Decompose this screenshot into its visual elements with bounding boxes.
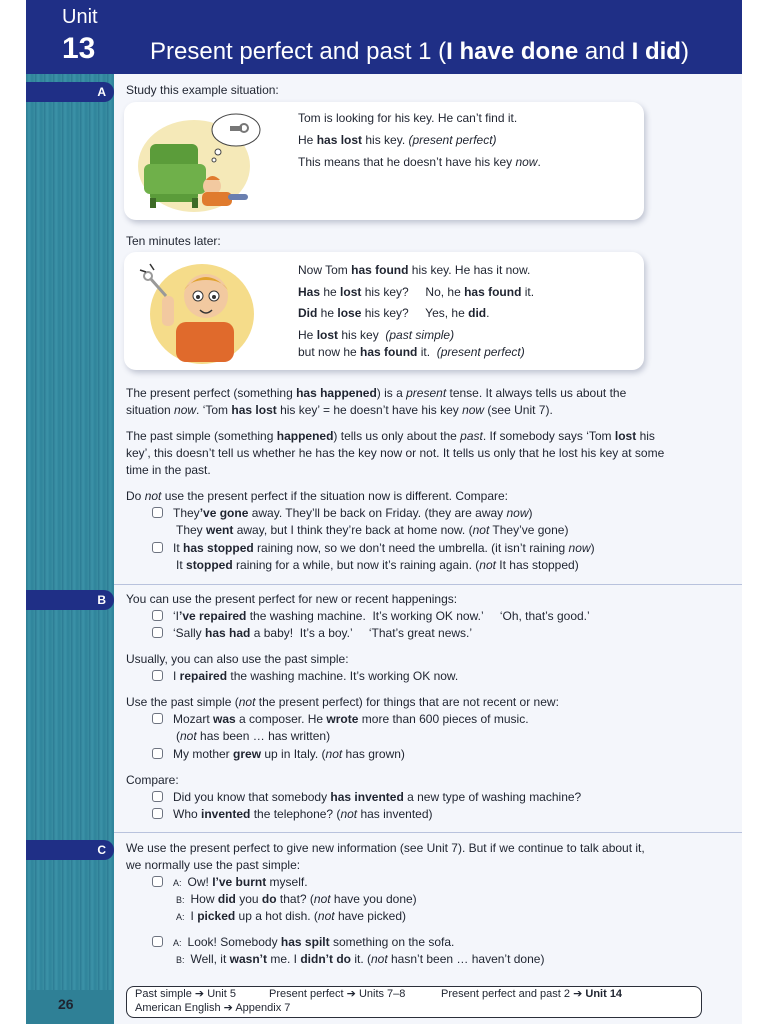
ten-minutes-later: Ten minutes later: (126, 234, 221, 248)
bullet-icon (152, 713, 163, 724)
arrow-right-icon: ➔ (194, 988, 205, 1000)
example-card-1 (124, 102, 644, 220)
section-tab-c: C (26, 840, 114, 860)
armchair-search-illustration (136, 108, 264, 218)
arrow-right-icon: ➔ (223, 1002, 233, 1014)
section-b-example5: My mother grew up in Italy. (not has grown) (152, 746, 405, 763)
section-c-line1: We use the present perfect to give new information (see Unit 7). But if we continue to talk about it, (126, 841, 645, 855)
bullet-icon (152, 876, 163, 887)
unit-label: Unit (62, 6, 98, 28)
bullet-icon (152, 507, 163, 518)
section-b-example2: ‘Sally has had a baby! It’s a boy.’ ‘That’s great news.’ (152, 625, 472, 642)
section-a-para2-line3: time in the past. (126, 463, 211, 477)
dialogue2-line2: B: Well, it wasn’t me. I didn’t do it. (not hasn’t been … haven’t done) (176, 952, 545, 966)
card2-line5: but now he has found it. (present perfect) (298, 345, 525, 359)
section-b-example1: ‘I’ve repaired the washing machine. It’s working OK now.’ ‘Oh, that’s good.’ (152, 608, 590, 625)
section-b-example4: Mozart was a composer. He wrote more than 600 pieces of music. (152, 711, 529, 728)
section-tab-a: A (26, 82, 114, 102)
card2-line4: He lost his key (past simple) (298, 328, 455, 342)
section-b-example3: I repaired the washing machine. It’s working OK now. (152, 668, 458, 685)
section-a-para1-line1: The present perfect (something has happened) is a present tense. It always tells us about the (126, 386, 627, 400)
crossref-american-english[interactable]: American English ➔ Appendix 7 (135, 1002, 291, 1014)
card1-line2: He has lost his key. (present perfect) (298, 133, 497, 147)
dialogue1-line3: A: I picked up a hot dish. (not have picked) (176, 909, 406, 923)
section-a-para1-line2: situation now. ‘Tom has lost his key’ = he doesn’t have his key now (see Unit 7). (126, 403, 553, 417)
page-edge (742, 0, 768, 1024)
card1-line3: This means that he doesn’t have his key now. (298, 155, 541, 169)
card1-line1: Tom is looking for his key. He can’t find it. (298, 111, 518, 125)
arrow-right-icon: ➔ (346, 988, 356, 1000)
bullet-icon (152, 610, 163, 621)
section-b-intro: You can use the present perfect for new or recent happenings: (126, 592, 458, 606)
found-key-illustration (136, 256, 264, 368)
bullet-icon (152, 670, 163, 681)
section-b-para2: Usually, you can also use the past simple: (126, 652, 349, 666)
dialogue1-line2: B: How did you do that? (not have you done) (176, 892, 417, 906)
page-title: Present perfect and past 1 (I have done and I did) (150, 38, 689, 65)
bullet-icon (152, 791, 163, 802)
section-a-example2: It has stopped raining now, so we don’t need the umbrella. (it isn’t raining now) (152, 540, 595, 557)
bullet-icon (152, 627, 163, 638)
card2-line1: Now Tom has found his key. He has it now. (298, 263, 531, 277)
card2-line3: Did he lose his key? Yes, he did. (298, 306, 490, 320)
section-a-para2-line2: key’, this doesn’t tell us whether he has the key now or not. It tells us only that he lost his key at some (126, 446, 665, 460)
crossref-present-perfect-past-2[interactable]: Present perfect and past 2 ➔ Unit 14 (441, 988, 623, 1000)
bullet-icon (152, 808, 163, 819)
section-b-example7: Who invented the telephone? (not has invented) (152, 806, 433, 823)
section-c-line2: we normally use the past simple: (126, 858, 301, 872)
section-b-example4b: (not has been … has written) (176, 729, 331, 743)
page-number: 26 (58, 996, 74, 1012)
sidebar-stripe (26, 0, 114, 1024)
bullet-icon (152, 936, 163, 947)
section-a-para2-line1: The past simple (something happened) tells us only about the past. If somebody says ‘Tom lost his (126, 429, 655, 443)
arrow-right-icon: ➔ (573, 988, 583, 1000)
section-b-example6: Did you know that somebody has invented a new type of washing machine? (152, 789, 581, 806)
section-divider (114, 584, 742, 585)
section-a-example1: They’ve gone away. They’ll be back on Friday. (they are away now) (152, 505, 533, 522)
bullet-icon (152, 748, 163, 759)
section-divider (114, 832, 742, 833)
crossref-past-simple[interactable]: Past simple ➔ Unit 5 (135, 988, 236, 1000)
example-card-2 (124, 252, 644, 370)
section-b-para3: Use the past simple (not the present perfect) for things that are not recent or new: (126, 695, 559, 709)
section-a-para3: Do not use the present perfect if the situation now is different. Compare: (126, 489, 509, 503)
dialogue1-line1: A: Ow! I’ve burnt myself. (152, 874, 308, 892)
section-a-intro: Study this example situation: (126, 83, 279, 97)
section-a-example1b: They went away, but I think they’re back at home now. (not They’ve gone) (176, 523, 569, 537)
section-b-compare: Compare: (126, 773, 179, 787)
section-a-example2b: It stopped raining for a while, but now it’s raining again. (not It has stopped) (176, 558, 579, 572)
section-tab-b: B (26, 590, 114, 610)
dialogue2-line1: A: Look! Somebody has spilt something on the sofa. (152, 934, 454, 952)
unit-header (26, 0, 742, 74)
card2-line2: Has he lost his key? No, he has found it. (298, 285, 535, 299)
crossref-present-perfect[interactable]: Present perfect ➔ Units 7–8 (269, 988, 406, 1000)
bullet-icon (152, 542, 163, 553)
cross-reference-box (126, 986, 702, 1018)
unit-number: 13 (62, 32, 96, 65)
